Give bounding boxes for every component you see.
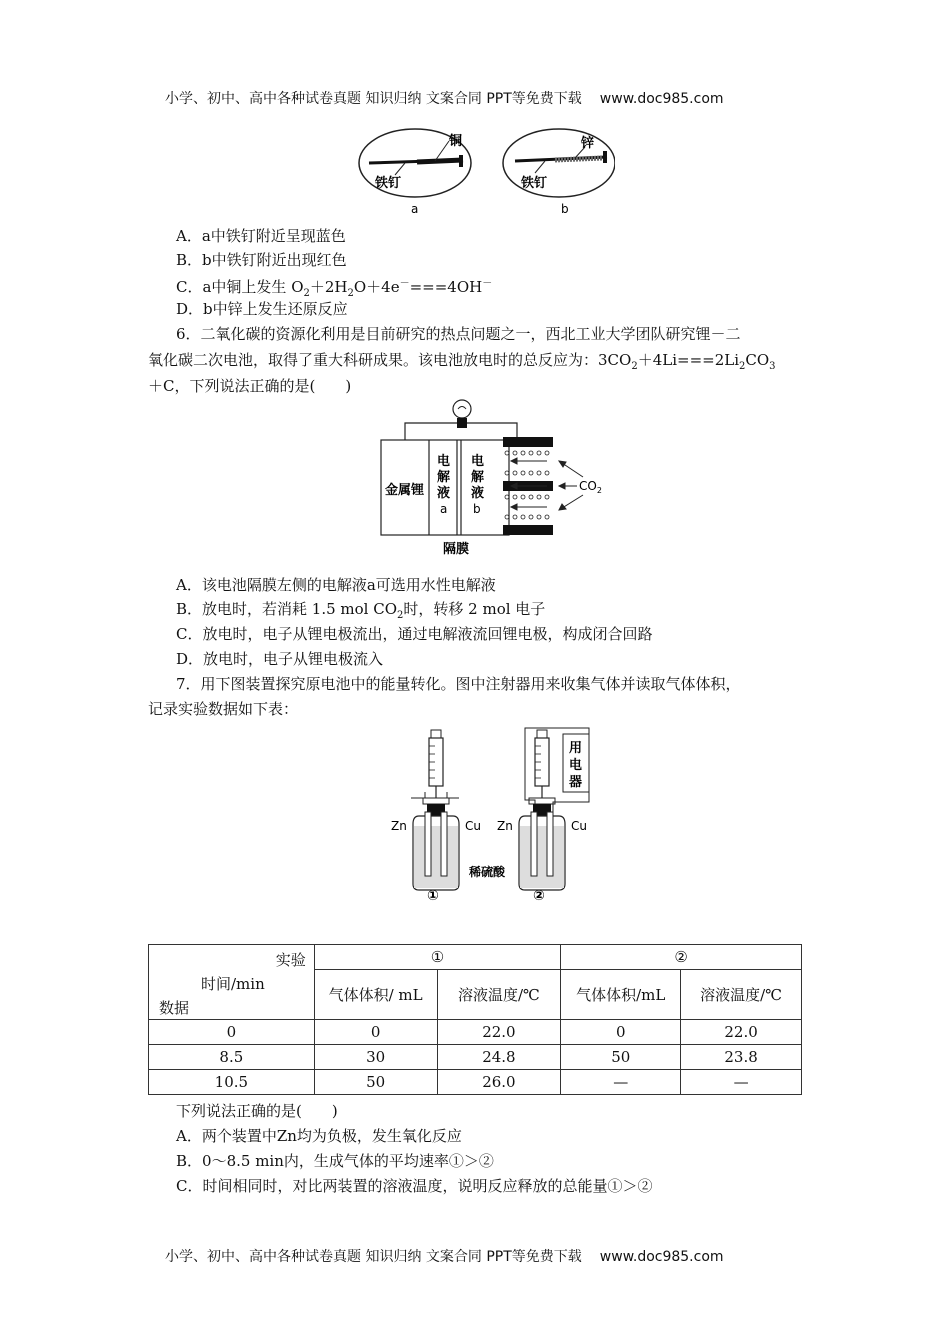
q7-option-c: C．时间相同时，对比两装置的溶液温度，说明反应释放的总能量①＞② bbox=[176, 1177, 653, 1195]
cell: — bbox=[681, 1070, 802, 1095]
electrolyte-a-char-2: 解 bbox=[437, 470, 451, 485]
corner-experiment: 实验 bbox=[275, 951, 306, 969]
electrolyte-a-label: a bbox=[440, 502, 448, 516]
cell: 22.0 bbox=[681, 1020, 802, 1045]
copper-label: 铜 bbox=[449, 134, 463, 149]
q6-stem-3: ＋C，下列说法正确的是( ) bbox=[148, 377, 352, 395]
cell: 0 bbox=[561, 1020, 681, 1045]
header-exp-1: ① bbox=[314, 945, 561, 970]
electrolyte-a-char-3: 液 bbox=[437, 486, 451, 501]
cell: 24.8 bbox=[437, 1045, 561, 1070]
corner-data: 数据 bbox=[159, 999, 190, 1017]
cu-label-2: Cu bbox=[571, 819, 587, 833]
page-footer bbox=[165, 1246, 724, 1266]
zn-label-1: Zn bbox=[391, 819, 407, 833]
cell: 0 bbox=[314, 1020, 437, 1045]
cell: 22.0 bbox=[437, 1020, 561, 1045]
cell: 10.5 bbox=[149, 1070, 315, 1095]
nail-figure bbox=[355, 125, 615, 220]
q7-option-a: A．两个装置中Zn均为负极，发生氧化反应 bbox=[176, 1127, 462, 1145]
device-2-label: ② bbox=[533, 888, 545, 902]
device-1-label: ① bbox=[427, 888, 439, 902]
data-table bbox=[148, 944, 802, 1095]
cell: 8.5 bbox=[149, 1045, 315, 1070]
appliance-char-2: 电 bbox=[569, 758, 583, 773]
q6-option-d: D．放电时，电子从锂电极流入 bbox=[176, 650, 384, 668]
cell: 26.0 bbox=[437, 1070, 561, 1095]
header-text: 小学、初中、高中各种试卷真题 知识归纳 文案合同 PPT等免费下载 bbox=[165, 91, 582, 107]
header-site: www.doc985.com bbox=[599, 91, 724, 107]
electrolyte-b-label: b bbox=[473, 502, 481, 516]
header-exp-2: ② bbox=[561, 945, 802, 970]
q7-stem-2: 记录实验数据如下表： bbox=[148, 700, 299, 718]
q6-stem-2: 氧化碳二次电池，取得了重大科研成果。该电池放电时的总反应为：$3CO_2+4Li===2Li_2CO_3$ bbox=[148, 351, 776, 372]
cell: 23.8 bbox=[681, 1045, 802, 1070]
q6-option-b: B．放电时，若消耗 1.5 mol $CO_2$时，转移 2 mol 电子 bbox=[176, 600, 546, 621]
cu-label-1: Cu bbox=[465, 819, 481, 833]
cell: 30 bbox=[314, 1045, 437, 1070]
q7-stem-1: 7．用下图装置探究原电池中的能量转化。图中注射器用来收集气体并读取气体体积， bbox=[176, 675, 741, 693]
membrane-label: 隔膜 bbox=[443, 542, 470, 557]
col-header: 溶液温度/℃ bbox=[681, 970, 802, 1020]
cell: 50 bbox=[314, 1070, 437, 1095]
apparatus-figure bbox=[385, 722, 605, 902]
corner-time: 时间/min bbox=[201, 975, 265, 993]
battery-figure bbox=[375, 395, 615, 560]
nail-label-b: 铁钉 bbox=[521, 176, 548, 191]
footer-site: www.doc985.com bbox=[599, 1249, 724, 1265]
label-a: a bbox=[411, 202, 419, 216]
acid-label: 稀硫酸 bbox=[469, 865, 506, 879]
q6-stem-1: 6．二氧化碳的资源化利用是目前研究的热点问题之一，西北工业大学团队研究锂－二 bbox=[176, 325, 741, 343]
footer-text: 小学、初中、高中各种试卷真题 知识归纳 文案合同 PPT等免费下载 bbox=[165, 1249, 582, 1265]
q6-option-c: C．放电时，电子从锂电极流出，通过电解液流回锂电极，构成闭合回路 bbox=[176, 625, 653, 643]
cell: 0 bbox=[149, 1020, 315, 1045]
page-header bbox=[165, 88, 724, 108]
zn-label-2: Zn bbox=[497, 819, 513, 833]
q5-option-a: A．a中铁钉附近呈现蓝色 bbox=[176, 227, 346, 245]
table-corner-cell bbox=[149, 945, 315, 1020]
q5-option-d: D．b中锌上发生还原反应 bbox=[176, 300, 348, 318]
electrolyte-a-char-1: 电 bbox=[437, 454, 451, 469]
col-header: 气体体积/ mL bbox=[314, 970, 437, 1020]
table-row bbox=[149, 1070, 802, 1095]
co2-label: $CO_2$ bbox=[579, 479, 602, 495]
col-header: 溶液温度/℃ bbox=[437, 970, 561, 1020]
cell: — bbox=[561, 1070, 681, 1095]
table-row bbox=[149, 1020, 802, 1045]
metal-lithium-label: 金属锂 bbox=[385, 483, 425, 498]
electrolyte-b-char-3: 液 bbox=[471, 486, 485, 501]
table-row bbox=[149, 1045, 802, 1070]
electrolyte-b-char-2: 解 bbox=[471, 470, 485, 485]
q5-option-b: B．b中铁钉附近出现红色 bbox=[176, 251, 347, 269]
electrolyte-b-char-1: 电 bbox=[471, 454, 485, 469]
appliance-char-3: 器 bbox=[569, 775, 583, 790]
label-b: b bbox=[561, 202, 569, 216]
zinc-label: 锌 bbox=[581, 136, 595, 151]
q6-option-a: A．该电池隔膜左侧的电解液a可选用水性电解液 bbox=[176, 576, 496, 594]
q7-prompt: 下列说法正确的是( ) bbox=[176, 1102, 338, 1120]
q7-option-b: B．0～8.5 min内，生成气体的平均速率①＞② bbox=[176, 1152, 494, 1170]
cell: 50 bbox=[561, 1045, 681, 1070]
q5-option-c: C．a中铜上发生 $O_2+2H_2O+4e^-===4OH^-$ bbox=[176, 278, 493, 299]
appliance-char-1: 用 bbox=[569, 741, 583, 756]
nail-label-a: 铁钉 bbox=[375, 176, 402, 191]
col-header: 气体体积/mL bbox=[561, 970, 681, 1020]
